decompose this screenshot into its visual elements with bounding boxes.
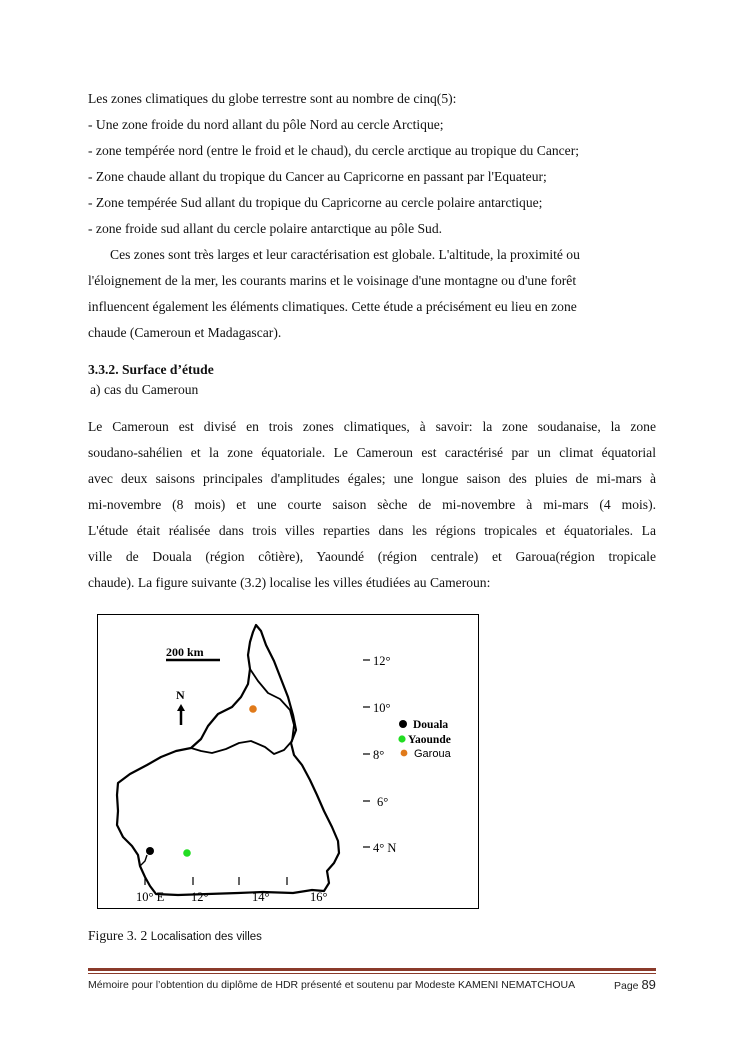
intro-paragraph-line: influencent également les éléments climatiques. Cette étude a précisément eu lieu en zone xyxy=(88,299,577,314)
legend-douala-label: Douala xyxy=(413,719,449,731)
douala-marker xyxy=(146,847,154,855)
body-line: mi-novembre (8 mois) et une courte saison sèche de mi-novembre à mi-mars (4 mois). xyxy=(88,497,656,512)
lat-label: 10° xyxy=(373,701,391,715)
yaounde-marker xyxy=(183,849,191,857)
lat-label: 12° xyxy=(373,654,391,668)
cameroon-map xyxy=(98,615,480,910)
subsection-heading: a) cas du Cameroun xyxy=(90,382,199,397)
lon-label: 10° E xyxy=(136,890,165,904)
intro-list-item: - Zone tempérée Sud allant du tropique du Capricorne au cercle polaire antarctique; xyxy=(88,195,543,210)
footer-rule xyxy=(88,973,656,974)
caption-prefix: Figure 3. 2 xyxy=(88,928,151,943)
cameroon-map-figure xyxy=(97,614,479,909)
body-line: L'étude était réalisée dans trois villes reparties dans les régions tropicales et équatoriales. La xyxy=(88,523,656,538)
body-line: Le Cameroun est divisé en trois zones climatiques, à savoir: la zone soudanaise, la zone xyxy=(88,419,656,434)
legend-garoua-label: Garoua xyxy=(414,748,451,760)
legend-yaounde-label: Yaounde xyxy=(408,734,451,746)
lon-label: 14° xyxy=(252,890,270,904)
caption-text: Localisation des villes xyxy=(150,931,262,943)
intro-paragraph-line: Ces zones sont très larges et leur caractérisation est globale. L'altitude, la proximité ou xyxy=(110,247,580,262)
lon-label: 16° xyxy=(310,890,328,904)
intro-list-item: - zone tempérée nord (entre le froid et le chaud), du cercle arctique au tropique du Cancer; xyxy=(88,143,580,158)
scale-label: 200 km xyxy=(166,645,204,659)
lat-label: 6° xyxy=(377,795,389,809)
body-line: soudano-sahélien et la zone équatoriale. Le Cameroun est caractérisé par un climat équatorial xyxy=(88,445,656,460)
intro-line: Les zones climatiques du globe terrestre sont au nombre de cinq(5): xyxy=(88,91,457,106)
legend-douala-dot xyxy=(399,720,407,728)
lon-label: 12° xyxy=(191,890,209,904)
section-heading: 3.3.2. Surface d’étude xyxy=(88,362,214,377)
lat-label: 8° xyxy=(373,748,385,762)
page-number xyxy=(614,977,656,992)
lat-label: 4° N xyxy=(373,841,397,855)
intro-list-item: - zone froide sud allant du cercle polaire antarctique au pôle Sud. xyxy=(88,221,443,236)
body-line: ville de Douala (région côtière), Yaoundé (région centrale) et Garoua(région tropicale xyxy=(88,549,656,564)
intro-list-item: - Zone chaude allant du tropique du Cancer au Capricorne en passant par l'Equateur; xyxy=(88,169,547,184)
intro-list-item: - Une zone froide du nord allant du pôle Nord au cercle Arctique; xyxy=(88,117,444,132)
page-label: Page xyxy=(614,980,639,992)
intro-paragraph-line: l'éloignement de la mer, les courants marins et le voisinage d'une montagne ou d'une forêt xyxy=(88,273,577,288)
body-line: chaude). La figure suivante (3.2) localise les villes étudiées au Cameroun: xyxy=(88,575,491,590)
body-line: avec deux saisons principales d'amplitudes égales; une longue saison des pluies de mi-mars à xyxy=(88,471,656,486)
footer-text: Mémoire pour l’obtention du diplôme de HDR présenté et soutenu par Modeste KAMENI NEMATCHOUA xyxy=(88,979,576,991)
footer-rule xyxy=(88,968,656,971)
north-label: N xyxy=(176,688,185,702)
legend-garoua-dot xyxy=(401,750,408,757)
legend-yaounde-dot xyxy=(398,735,405,742)
page-number-value: 89 xyxy=(641,977,656,992)
intro-paragraph-line: chaude (Cameroun et Madagascar). xyxy=(88,325,282,340)
garoua-marker xyxy=(249,705,257,713)
figure-caption xyxy=(88,928,262,944)
